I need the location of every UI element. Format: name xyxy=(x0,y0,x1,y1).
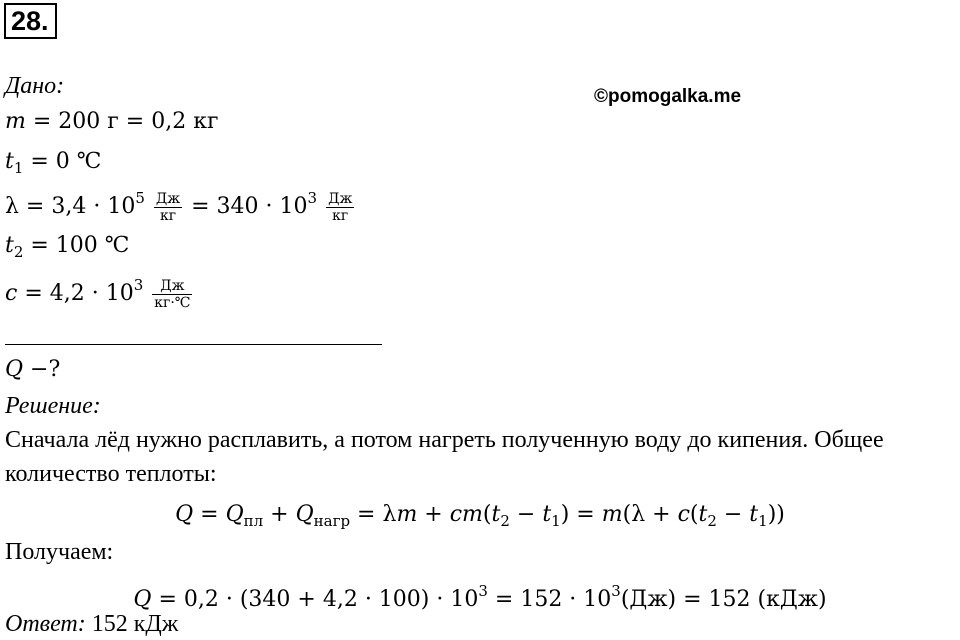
solution-paragraph-line2: количество теплоты: xyxy=(5,461,217,487)
given-lambda: $\lambda = 3,4 \cdot 10^5$ $\frac{Дж}{кг}$ = $340 \cdot 10^3$ $\frac{Дж}{кг}$ xyxy=(5,189,353,224)
given-t2: $t_2 = 100$ ℃ xyxy=(5,233,130,261)
fraction-j-per-kg: $\frac{Дж}{кг}$ xyxy=(328,190,353,224)
solution-heading: Решение: xyxy=(5,393,101,419)
formula-numeric: $Q = 0,2 \cdot (340 + 4,2 \cdot 100) \cdot 10^3 = 152 \cdot 10^3(Дж) = 152$ (кДж) xyxy=(133,582,827,612)
answer-line xyxy=(5,610,178,638)
fraction-j-per-kg-deg: $\frac{Дж}{кг\cdot℃}$ xyxy=(154,277,191,311)
getting-label: Получаем: xyxy=(5,539,114,565)
find-line: Q −? xyxy=(5,357,61,382)
given-mass: m = 200 г = 0,2 кг xyxy=(5,109,219,134)
answer-value: 152 кДж xyxy=(91,611,179,637)
formula-general: $Q = Q_{пл} + Q_{нагр} = \lambda m + cm(t_2 - t_1) = m(\lambda + c(t_2 - t_1))$ xyxy=(175,502,785,530)
watermark: ©pomogalka.me xyxy=(594,86,742,107)
given-t1: $t_1 = 0$ ℃ xyxy=(5,149,102,177)
given-heading: Дано: xyxy=(5,73,65,99)
solution-paragraph-line1: Сначала лёд нужно расплавить, а потом нагреть полученную воду до кипения. Общее xyxy=(5,427,884,453)
given-divider xyxy=(5,344,382,345)
problem-number: 28. xyxy=(4,3,57,39)
answer-label: Ответ: xyxy=(5,611,86,637)
fraction-j-per-kg: $\frac{Дж}{кг}$ xyxy=(155,190,181,224)
given-c: $c = 4,2 \cdot 10^3$ $\frac{Дж}{кг\cdot℃}$ xyxy=(5,276,191,311)
